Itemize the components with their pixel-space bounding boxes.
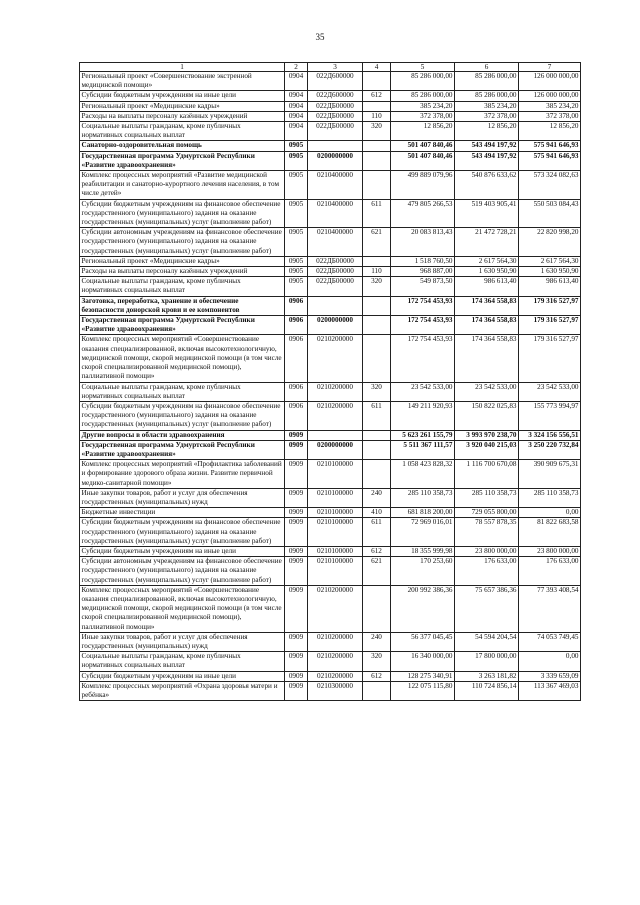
row-amount-year3: 77 393 408,54 xyxy=(519,585,581,632)
row-amount-year3: 23 542 533,00 xyxy=(519,382,581,401)
row-amount-year3: 126 000 000,00 xyxy=(519,91,581,101)
table-row xyxy=(80,671,581,681)
row-section: 0906 xyxy=(285,316,308,335)
row-target-article: 0210200000 xyxy=(308,335,363,382)
row-section: 0909 xyxy=(285,546,308,556)
table-row xyxy=(80,316,581,335)
row-amount-year1: 56 377 045,45 xyxy=(391,632,455,651)
row-amount-year2: 85 286 000,00 xyxy=(455,91,519,101)
row-expense-type: 110 xyxy=(363,111,391,121)
row-name: Расходы на выплаты персоналу казённых учреждений xyxy=(80,267,285,277)
row-amount-year2: 174 364 558,83 xyxy=(455,296,519,315)
row-expense-type xyxy=(363,681,391,700)
row-amount-year3: 23 800 000,00 xyxy=(519,546,581,556)
row-amount-year3: 550 503 084,43 xyxy=(519,199,581,228)
row-amount-year3: 3 339 659,09 xyxy=(519,671,581,681)
row-target-article: 0210100000 xyxy=(308,460,363,489)
row-expense-type: 110 xyxy=(363,267,391,277)
row-section: 0906 xyxy=(285,296,308,315)
row-section: 0909 xyxy=(285,585,308,632)
row-amount-year1: 18 355 999,98 xyxy=(391,546,455,556)
row-name: Субсидии бюджетным учреждениям на иные цели xyxy=(80,671,285,681)
table-row xyxy=(80,228,581,257)
row-amount-year1: 1 058 423 828,32 xyxy=(391,460,455,489)
table-row xyxy=(80,460,581,489)
row-amount-year2: 1 116 700 670,08 xyxy=(455,460,519,489)
row-amount-year1: 501 407 840,46 xyxy=(391,141,455,151)
row-name: Другие вопросы в области здравоохранения xyxy=(80,430,285,440)
table-row xyxy=(80,632,581,651)
row-amount-year3: 0,00 xyxy=(519,652,581,671)
row-expense-type: 611 xyxy=(363,199,391,228)
row-target-article xyxy=(308,296,363,315)
table-row xyxy=(80,557,581,586)
row-expense-type xyxy=(363,171,391,200)
row-amount-year1: 20 083 813,43 xyxy=(391,228,455,257)
row-section: 0906 xyxy=(285,335,308,382)
row-name: Иные закупки товаров, работ и услуг для обеспечения государственных (муниципальных) нужд xyxy=(80,488,285,507)
row-section: 0904 xyxy=(285,72,308,91)
row-expense-type xyxy=(363,460,391,489)
row-amount-year1: 16 340 000,00 xyxy=(391,652,455,671)
row-section: 0905 xyxy=(285,199,308,228)
header-cell: 5 xyxy=(391,63,455,72)
row-target-article: 022ДБ00000 xyxy=(308,267,363,277)
row-amount-year3: 2 617 564,30 xyxy=(519,256,581,266)
row-target-article: 0200000000 xyxy=(308,151,363,170)
row-name: Комплекс процессных мероприятий «Профилактика заболеваний и формирование здорового образа жизни. Развитие первичной медико-санитарной помощи» xyxy=(80,460,285,489)
row-amount-year2: 174 364 558,83 xyxy=(455,335,519,382)
row-amount-year3: 285 110 358,73 xyxy=(519,488,581,507)
row-amount-year2: 174 364 558,83 xyxy=(455,316,519,335)
row-section: 0909 xyxy=(285,557,308,586)
row-expense-type: 320 xyxy=(363,382,391,401)
row-target-article: 022Д600000 xyxy=(308,72,363,91)
header-row xyxy=(80,63,581,72)
row-name: Государственная программа Удмуртской Республики «Развитие здравоохранения» xyxy=(80,440,285,459)
page-number: 35 xyxy=(315,32,325,42)
row-name: Государственная программа Удмуртской Республики «Развитие здравоохранения» xyxy=(80,151,285,170)
row-target-article: 0210200000 xyxy=(308,632,363,651)
row-expense-type xyxy=(363,296,391,315)
row-amount-year1: 681 818 200,00 xyxy=(391,508,455,518)
row-amount-year1: 170 253,60 xyxy=(391,557,455,586)
row-amount-year1: 968 887,00 xyxy=(391,267,455,277)
row-expense-type: 612 xyxy=(363,671,391,681)
row-target-article: 022ДБ00000 xyxy=(308,111,363,121)
row-amount-year1: 172 754 453,93 xyxy=(391,296,455,315)
row-expense-type: 621 xyxy=(363,557,391,586)
row-amount-year3: 0,00 xyxy=(519,508,581,518)
row-amount-year1: 12 856,20 xyxy=(391,122,455,141)
row-section: 0909 xyxy=(285,652,308,671)
row-expense-type xyxy=(363,256,391,266)
row-expense-type xyxy=(363,585,391,632)
row-name: Иные закупки товаров, работ и услуг для обеспечения государственных (муниципальных) нужд xyxy=(80,632,285,651)
table-row xyxy=(80,122,581,141)
row-section: 0905 xyxy=(285,171,308,200)
row-section: 0906 xyxy=(285,382,308,401)
row-target-article: 0210300000 xyxy=(308,681,363,700)
table-row xyxy=(80,585,581,632)
table-row xyxy=(80,91,581,101)
row-amount-year2: 2 617 564,30 xyxy=(455,256,519,266)
row-target-article: 0210200000 xyxy=(308,382,363,401)
row-expense-type: 611 xyxy=(363,401,391,430)
row-target-article: 0210400000 xyxy=(308,199,363,228)
row-expense-type: 621 xyxy=(363,228,391,257)
row-target-article: 0210200000 xyxy=(308,652,363,671)
row-target-article: 0210400000 xyxy=(308,171,363,200)
row-name: Комплекс процессных мероприятий «Совершенствование оказания специализированной, включая высокотехнологичную, медицинской помощи, скорой медицинской помощи (в том числе скорой специализированной медицинской помощи), паллиативной помощи» xyxy=(80,585,285,632)
row-expense-type xyxy=(363,335,391,382)
header-cell: 6 xyxy=(455,63,519,72)
row-amount-year2: 150 822 025,83 xyxy=(455,401,519,430)
row-name: Санаторно-оздоровительная помощь xyxy=(80,141,285,151)
row-amount-year2: 986 613,40 xyxy=(455,277,519,296)
table-row xyxy=(80,518,581,547)
row-target-article: 0210200000 xyxy=(308,401,363,430)
row-amount-year1: 149 211 920,93 xyxy=(391,401,455,430)
table-row xyxy=(80,72,581,91)
row-amount-year3: 573 324 082,63 xyxy=(519,171,581,200)
row-amount-year3: 179 316 527,97 xyxy=(519,316,581,335)
row-amount-year3: 22 820 998,20 xyxy=(519,228,581,257)
row-amount-year3: 390 909 675,31 xyxy=(519,460,581,489)
row-amount-year2: 75 657 386,36 xyxy=(455,585,519,632)
row-target-article xyxy=(308,430,363,440)
row-expense-type: 611 xyxy=(363,518,391,547)
table-row xyxy=(80,401,581,430)
row-name: Социальные выплаты гражданам, кроме публичных нормативных социальных выплат xyxy=(80,122,285,141)
row-amount-year1: 479 805 266,53 xyxy=(391,199,455,228)
row-amount-year1: 499 889 079,96 xyxy=(391,171,455,200)
row-amount-year1: 85 286 000,00 xyxy=(391,91,455,101)
table-row xyxy=(80,111,581,121)
row-section: 0909 xyxy=(285,430,308,440)
row-amount-year2: 385 234,20 xyxy=(455,101,519,111)
table-row xyxy=(80,296,581,315)
row-amount-year2: 729 055 800,00 xyxy=(455,508,519,518)
row-amount-year3: 1 630 950,90 xyxy=(519,267,581,277)
row-section: 0909 xyxy=(285,681,308,700)
row-expense-type: 612 xyxy=(363,546,391,556)
table-row xyxy=(80,488,581,507)
row-section: 0904 xyxy=(285,91,308,101)
row-amount-year1: 172 754 453,93 xyxy=(391,316,455,335)
row-section: 0909 xyxy=(285,518,308,547)
row-amount-year3: 179 316 527,97 xyxy=(519,335,581,382)
row-name: Субсидии автономным учреждениям на финансовое обеспечение государственного (муниципального) задания на оказание государственных (муниципальных) услуг (выполнение работ) xyxy=(80,557,285,586)
row-amount-year2: 17 800 000,00 xyxy=(455,652,519,671)
row-target-article: 0210100000 xyxy=(308,557,363,586)
row-target-article: 0210100000 xyxy=(308,508,363,518)
row-amount-year3: 986 613,40 xyxy=(519,277,581,296)
row-section: 0905 xyxy=(285,151,308,170)
row-target-article xyxy=(308,141,363,151)
row-section: 0906 xyxy=(285,401,308,430)
row-target-article: 022ДБ00000 xyxy=(308,101,363,111)
row-target-article: 022Д600000 xyxy=(308,91,363,101)
row-name: Комплекс процессных мероприятий «Охрана здоровья матери и ребёнка» xyxy=(80,681,285,700)
row-amount-year1: 122 075 115,80 xyxy=(391,681,455,700)
row-amount-year2: 3 993 970 238,70 xyxy=(455,430,519,440)
row-name: Субсидии бюджетным учреждениям на финансовое обеспечение государственного (муниципального) задания на оказание государственных (муниципальных) услуг (выполнение работ) xyxy=(80,518,285,547)
row-amount-year3: 575 941 646,93 xyxy=(519,141,581,151)
row-name: Субсидии бюджетным учреждениям на иные цели xyxy=(80,546,285,556)
table-row xyxy=(80,652,581,671)
header-cell: 2 xyxy=(285,63,308,72)
row-name: Субсидии автономным учреждениям на финансовое обеспечение государственного (муниципального) задания на оказание государственных (муниципальных) услуг (выполнение работ) xyxy=(80,228,285,257)
table-row xyxy=(80,546,581,556)
row-amount-year3: 81 822 683,58 xyxy=(519,518,581,547)
row-amount-year3: 385 234,20 xyxy=(519,101,581,111)
row-expense-type xyxy=(363,316,391,335)
row-amount-year2: 543 494 197,92 xyxy=(455,141,519,151)
row-expense-type: 320 xyxy=(363,122,391,141)
row-amount-year2: 3 263 181,82 xyxy=(455,671,519,681)
row-amount-year3: 179 316 527,97 xyxy=(519,296,581,315)
row-amount-year2: 54 594 204,54 xyxy=(455,632,519,651)
row-target-article: 0210100000 xyxy=(308,518,363,547)
row-name: Субсидии бюджетным учреждениям на финансовое обеспечение государственного (муниципального) задания на оказание государственных (муниципальных) услуг (выполнение работ) xyxy=(80,199,285,228)
row-target-article: 022ДБ00000 xyxy=(308,256,363,266)
row-name: Социальные выплаты гражданам, кроме публичных нормативных социальных выплат xyxy=(80,277,285,296)
table-row xyxy=(80,171,581,200)
row-name: Социальные выплаты гражданам, кроме публичных нормативных социальных выплат xyxy=(80,382,285,401)
row-amount-year2: 543 494 197,92 xyxy=(455,151,519,170)
table-row xyxy=(80,335,581,382)
table-row xyxy=(80,256,581,266)
row-section: 0905 xyxy=(285,277,308,296)
row-amount-year2: 78 557 878,35 xyxy=(455,518,519,547)
row-amount-year3: 126 000 000,00 xyxy=(519,72,581,91)
table-row xyxy=(80,277,581,296)
row-amount-year3: 155 773 994,97 xyxy=(519,401,581,430)
row-expense-type: 240 xyxy=(363,632,391,651)
row-expense-type xyxy=(363,72,391,91)
row-amount-year2: 540 876 633,62 xyxy=(455,171,519,200)
row-amount-year3: 176 633,00 xyxy=(519,557,581,586)
table-row xyxy=(80,440,581,459)
row-name: Расходы на выплаты персоналу казённых учреждений xyxy=(80,111,285,121)
row-amount-year1: 23 542 533,00 xyxy=(391,382,455,401)
row-amount-year1: 128 275 340,91 xyxy=(391,671,455,681)
row-target-article: 022ДБ00000 xyxy=(308,122,363,141)
row-amount-year3: 3 324 156 556,51 xyxy=(519,430,581,440)
row-section: 0909 xyxy=(285,440,308,459)
row-name: Государственная программа Удмуртской Республики «Развитие здравоохранения» xyxy=(80,316,285,335)
row-amount-year1: 172 754 453,93 xyxy=(391,335,455,382)
table-row xyxy=(80,267,581,277)
row-target-article: 0210200000 xyxy=(308,585,363,632)
row-expense-type: 320 xyxy=(363,277,391,296)
table-row xyxy=(80,508,581,518)
row-amount-year1: 72 969 016,01 xyxy=(391,518,455,547)
row-amount-year2: 85 286 000,00 xyxy=(455,72,519,91)
row-expense-type: 240 xyxy=(363,488,391,507)
row-amount-year2: 1 630 950,90 xyxy=(455,267,519,277)
row-target-article: 0210200000 xyxy=(308,671,363,681)
row-amount-year2: 21 472 728,21 xyxy=(455,228,519,257)
row-target-article: 0210400000 xyxy=(308,228,363,257)
row-expense-type xyxy=(363,440,391,459)
budget-table xyxy=(79,62,581,701)
row-section: 0904 xyxy=(285,122,308,141)
row-section: 0909 xyxy=(285,460,308,489)
row-section: 0909 xyxy=(285,488,308,507)
table-row xyxy=(80,681,581,700)
row-section: 0904 xyxy=(285,111,308,121)
row-expense-type: 410 xyxy=(363,508,391,518)
row-name: Региональный проект «Медицинские кадры» xyxy=(80,101,285,111)
row-name: Региональный проект «Совершенствование экстренной медицинской помощи» xyxy=(80,72,285,91)
row-target-article: 0210100000 xyxy=(308,546,363,556)
row-amount-year3: 113 367 469,03 xyxy=(519,681,581,700)
row-section: 0905 xyxy=(285,141,308,151)
row-amount-year1: 5 511 367 111,57 xyxy=(391,440,455,459)
row-target-article: 0200000000 xyxy=(308,316,363,335)
row-name: Бюджетные инвестиции xyxy=(80,508,285,518)
row-name: Комплекс процессных мероприятий «Совершенствование оказания специализированной, включая высокотехнологичную, медицинской помощи, скорой медицинской помощи (в том числе скорой специализированной медицинской помощи), паллиативной помощи» xyxy=(80,335,285,382)
row-expense-type: 612 xyxy=(363,91,391,101)
row-amount-year2: 23 542 533,00 xyxy=(455,382,519,401)
table-row xyxy=(80,151,581,170)
row-amount-year3: 575 941 646,93 xyxy=(519,151,581,170)
row-amount-year1: 200 992 386,36 xyxy=(391,585,455,632)
table-row xyxy=(80,199,581,228)
row-amount-year3: 372 378,00 xyxy=(519,111,581,121)
row-expense-type xyxy=(363,141,391,151)
row-expense-type xyxy=(363,101,391,111)
row-amount-year2: 110 724 856,14 xyxy=(455,681,519,700)
row-amount-year1: 501 407 840,46 xyxy=(391,151,455,170)
row-name: Региональный проект «Медицинские кадры» xyxy=(80,256,285,266)
row-name: Заготовка, переработка, хранение и обеспечение безопасности донорской крови и ее компонентов xyxy=(80,296,285,315)
row-section: 0904 xyxy=(285,101,308,111)
row-amount-year1: 85 286 000,00 xyxy=(391,72,455,91)
table-row xyxy=(80,382,581,401)
table-row xyxy=(80,101,581,111)
table-row xyxy=(80,430,581,440)
row-expense-type xyxy=(363,430,391,440)
row-amount-year2: 176 633,00 xyxy=(455,557,519,586)
header-cell: 7 xyxy=(519,63,581,72)
row-section: 0905 xyxy=(285,267,308,277)
row-section: 0905 xyxy=(285,228,308,257)
row-target-article: 0200000000 xyxy=(308,440,363,459)
row-name: Субсидии бюджетным учреждениям на иные цели xyxy=(80,91,285,101)
row-section: 0909 xyxy=(285,671,308,681)
row-name: Комплекс процессных мероприятий «Развитие медицинской реабилитации и санаторно-курортного лечения населения, в том числе детей» xyxy=(80,171,285,200)
row-amount-year1: 372 378,00 xyxy=(391,111,455,121)
row-amount-year2: 3 920 040 215,03 xyxy=(455,440,519,459)
row-amount-year3: 3 250 220 732,84 xyxy=(519,440,581,459)
row-section: 0905 xyxy=(285,256,308,266)
row-amount-year1: 549 873,50 xyxy=(391,277,455,296)
row-amount-year2: 12 856,20 xyxy=(455,122,519,141)
row-expense-type: 320 xyxy=(363,652,391,671)
row-target-article: 022ДБ00000 xyxy=(308,277,363,296)
row-name: Субсидии бюджетным учреждениям на финансовое обеспечение государственного (муниципального) задания на оказание государственных (муниципальных) услуг (выполнение работ) xyxy=(80,401,285,430)
row-expense-type xyxy=(363,151,391,170)
row-amount-year1: 1 518 760,50 xyxy=(391,256,455,266)
row-amount-year1: 285 110 358,73 xyxy=(391,488,455,507)
row-section: 0909 xyxy=(285,632,308,651)
row-amount-year1: 385 234,20 xyxy=(391,101,455,111)
row-section: 0909 xyxy=(285,508,308,518)
row-target-article: 0210100000 xyxy=(308,488,363,507)
row-amount-year1: 5 623 261 155,79 xyxy=(391,430,455,440)
row-amount-year2: 23 800 000,00 xyxy=(455,546,519,556)
row-amount-year3: 12 856,20 xyxy=(519,122,581,141)
row-amount-year2: 285 110 358,73 xyxy=(455,488,519,507)
row-amount-year2: 519 403 905,41 xyxy=(455,199,519,228)
header-cell: 1 xyxy=(80,63,285,72)
table-row xyxy=(80,141,581,151)
header-cell: 3 xyxy=(308,63,363,72)
row-amount-year3: 74 053 749,45 xyxy=(519,632,581,651)
row-name: Социальные выплаты гражданам, кроме публичных нормативных социальных выплат xyxy=(80,652,285,671)
header-cell: 4 xyxy=(363,63,391,72)
row-amount-year2: 372 378,00 xyxy=(455,111,519,121)
